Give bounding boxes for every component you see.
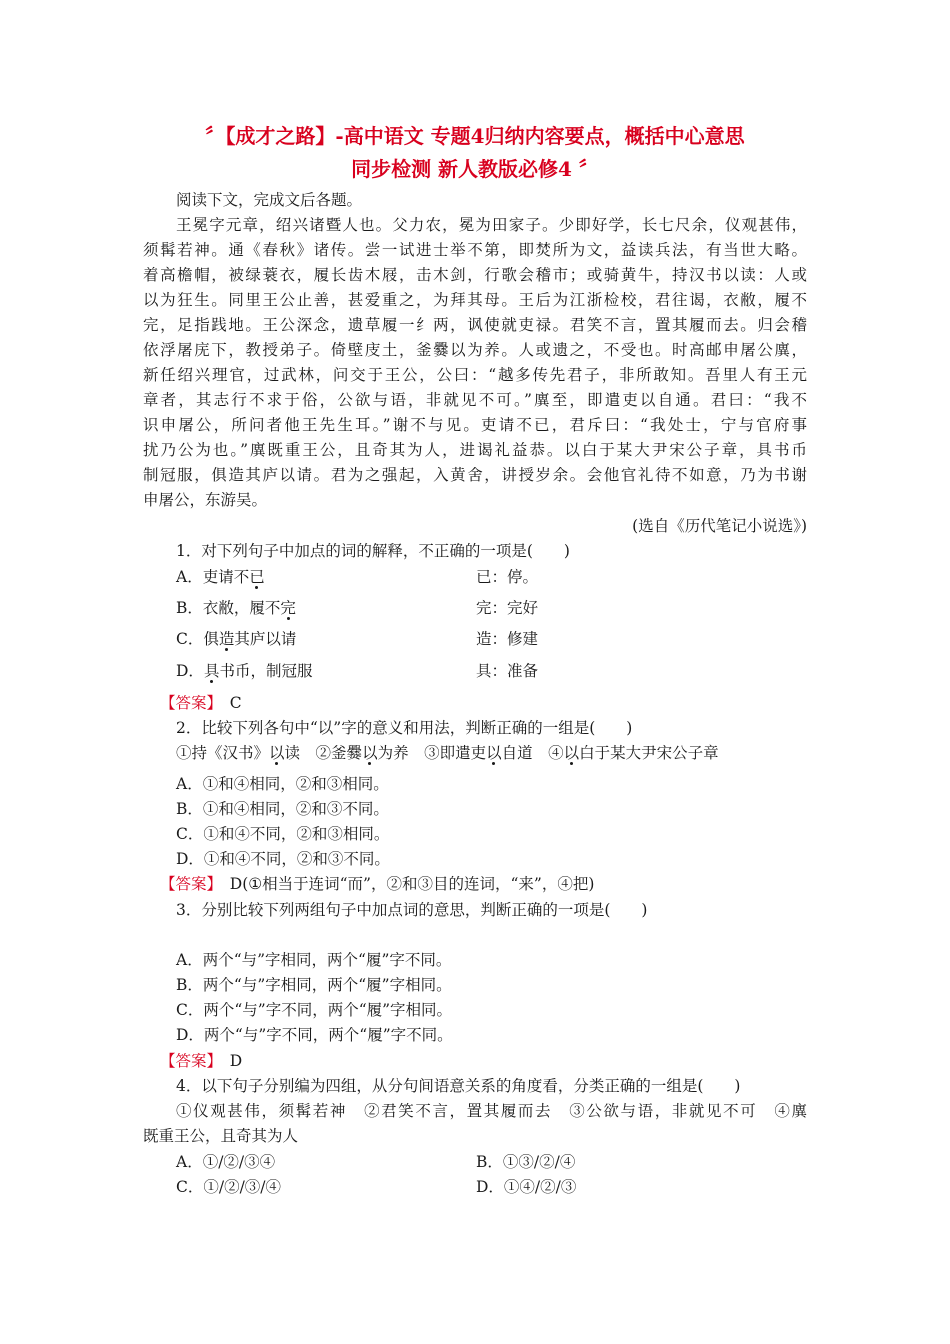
q2-option-c: C．①和④不同，②和③相同。 <box>176 825 390 843</box>
dotted-word: 造 <box>218 630 235 648</box>
q1-answer <box>160 691 824 715</box>
q1-option-a-gloss: 已：停。 <box>476 568 539 586</box>
passage-line: 须髯若神。通《春秋》诸传。尝一试进士举不第，即焚所为文，益读兵法，有当世大略。 <box>143 241 807 259</box>
passage-line: 依浮屠庑下，教授弟子。倚壁庋土，釜爨以为养。人或遗之，不受也。时高邮申屠公廙， <box>143 341 807 359</box>
q2-option-a: A．①和④相同，②和③相同。 <box>176 775 389 793</box>
passage-line: 制冠服，俱造其庐以请。君为之强起，入黄舍，讲授岁余。会他官礼待不如意，乃为书谢 <box>143 466 807 484</box>
passage-line: 申屠公，东游吴。 <box>143 491 268 509</box>
option-label: C． <box>176 630 204 648</box>
passage-line: 王冕字元章，绍兴诸暨人也。父力农，冕为田家子。少即好学，长七尺余，仪观甚伟， <box>176 216 807 234</box>
q4-option-b: B．①③/②/④ <box>476 1153 576 1171</box>
sentence-text: 读 <box>284 744 316 762</box>
option-text: 衣敝，履不 <box>202 599 281 617</box>
q1-option-c-gloss: 造：修建 <box>476 630 539 648</box>
q3-option-c: C．两个“与”字不同，两个“履”字相同。 <box>176 1001 453 1019</box>
dotted-word: 完 <box>280 599 296 617</box>
passage-line: 章者，其志行不求于俗，公欲与语，非就见不可。”廙至，即遣吏以自通。君曰：“我不 <box>143 391 807 409</box>
dotted-word: 已 <box>249 568 265 586</box>
q4-sentences-line1: ①仪观甚伟，须髯若神 ②君笑不言，置其履而去 ③公欲与语，非就见不可 ④廙 <box>176 1102 807 1120</box>
question-2-stem: 2．比较下列各句中“以”字的意义和用法，判断正确的一组是( ) <box>176 719 633 737</box>
q2-answer <box>160 872 824 896</box>
q3-option-d: D．两个“与”字不同，两个“履”字不同。 <box>176 1026 453 1044</box>
question-1-stem: 1．对下列句子中加点的词的解释，不正确的一项是( ) <box>176 542 570 560</box>
option-text: 俱 <box>203 630 219 648</box>
q1-option-d-gloss: 具：准备 <box>476 662 539 680</box>
option-label: D． <box>176 662 204 680</box>
question-4-stem: 4．以下句子分别编为四组，从分句间语意关系的角度看，分类正确的一组是( ) <box>176 1077 741 1095</box>
passage-line: 新任绍兴理官，过武林，问交于王公，公曰：“越多传先君子，非所敢知。吾里人有王元 <box>143 366 807 384</box>
q4-sentences-line2: 既重王公，且奇其为人 <box>143 1127 299 1145</box>
sentence-text: 自道 <box>501 744 549 762</box>
dotted-word: 具 <box>203 662 220 680</box>
answer-text: C <box>214 694 242 712</box>
option-text: 书币，制冠服 <box>219 662 313 680</box>
passage-source: (选自《历代笔记小说选》) <box>632 517 807 535</box>
q2-option-d: D．①和④不同，②和③不同。 <box>176 850 390 868</box>
answer-tag: 【答案】 <box>160 1052 215 1070</box>
dotted-word: 以 <box>486 744 502 762</box>
q3-answer <box>160 1049 824 1073</box>
reading-instruction: 阅读下文，完成文后各题。 <box>176 191 363 209</box>
passage-line: 扰乃公为也。”廙既重王公，且奇其为人，进谒礼益恭。以白于某大尹宋公子章，具书币 <box>143 441 807 459</box>
passage-line: 以为狂生。同里王公止善，甚爱重之，为拜其母。王后为江浙检校，君往谒，衣敝，履不 <box>143 291 807 309</box>
passage-line: 完，足指践地。王公深念，遗草履一纟两，讽使就吏禄。君笑不言，置其履而去。归会稽 <box>143 316 807 334</box>
question-3-stem: 3．分别比较下列两组句子中加点词的意思，判断正确的一项是( ) <box>176 901 648 919</box>
q2-option-b: B．①和④相同，②和③不同。 <box>176 800 389 818</box>
sentence-text: ④ <box>548 744 564 762</box>
q3-option-a: A．两个“与”字相同，两个“履”字不同。 <box>176 951 452 969</box>
sentence-text: ②釜爨 <box>315 744 363 762</box>
sentence-text: 为养 <box>377 744 425 762</box>
answer-text: D(①相当于连词“而”，②和③目的连词，“来”，④把) <box>214 875 595 893</box>
sentence-text: ③即遣吏 <box>424 744 487 762</box>
sentence-text: ①持《汉书》 <box>176 744 270 762</box>
answer-tag: 【答案】 <box>160 694 215 712</box>
q3-option-b: B．两个“与”字相同，两个“履”字相同。 <box>176 976 452 994</box>
q4-option-a: A．①/②/③④ <box>176 1153 276 1171</box>
q4-option-d: D．①④/②/③ <box>476 1178 577 1196</box>
option-text: 其庐以请 <box>234 630 297 648</box>
answer-text: D <box>214 1052 243 1070</box>
option-label: B． <box>176 599 203 617</box>
passage-line: 着高檐帽，被绿蓑衣，履长齿木屐，击木剑，行歌会稽市；或骑黄牛，持汉书以读：人或 <box>143 266 807 284</box>
dotted-word: 以 <box>563 744 580 762</box>
dotted-word: 以 <box>269 744 285 762</box>
q4-option-c: C．①/②/③/④ <box>176 1178 282 1196</box>
sentence-text: 白于某大尹宋公子章 <box>579 744 719 762</box>
document-title-line2: 同步检测 新人教版必修4 〞 <box>351 157 599 181</box>
option-label: A． <box>176 568 203 586</box>
q2-sentences <box>176 741 807 765</box>
answer-tag: 【答案】 <box>160 875 215 893</box>
document-title-line1: 〞【成才之路】-高中语文 专题4归纳内容要点，概括中心意思 <box>205 124 745 148</box>
dotted-word: 以 <box>362 744 378 762</box>
q1-option-b-gloss: 完：完好 <box>476 599 539 617</box>
option-text: 吏请不 <box>202 568 250 586</box>
passage-line: 识申屠公，所问者他王先生耳。”谢不与见。吏请不已，君斥曰：“我处士，宁与官府事 <box>143 416 807 434</box>
